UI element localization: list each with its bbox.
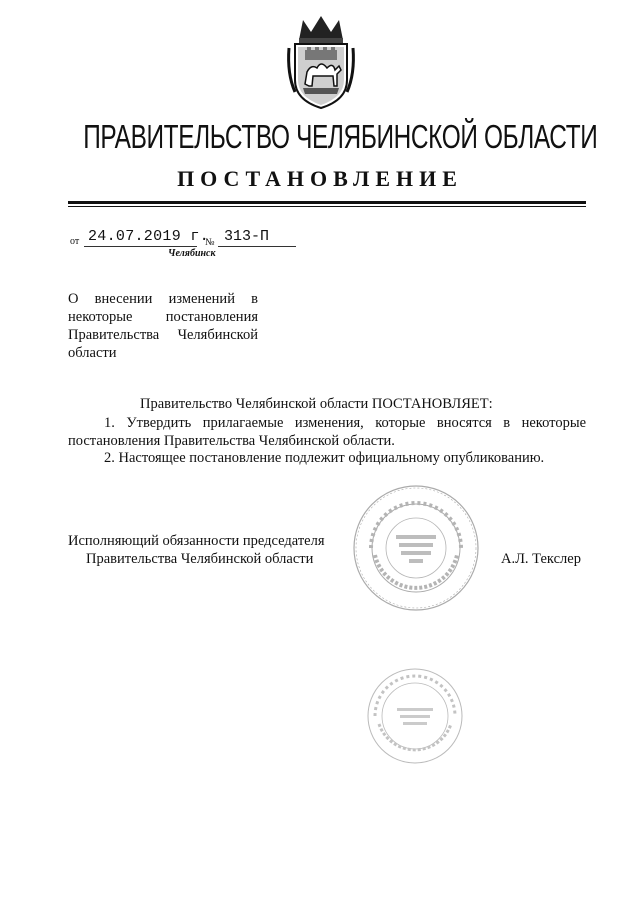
official-seal-icon	[351, 483, 481, 613]
header-rule-thick	[68, 201, 586, 204]
signatory-name: А.Л. Текслер	[501, 551, 581, 567]
document-date: 24.07.2019 г.	[88, 228, 209, 245]
preamble: Правительство Челябинской области ПОСТАНОВЛЯЕТ:	[140, 396, 493, 412]
number-underline	[218, 246, 296, 247]
signatory-position-line1: Исполняющий обязанности председателя	[68, 533, 325, 549]
document-number: 313-П	[224, 228, 270, 245]
signatory-position-line2: Правительства Челябинской области	[86, 551, 314, 567]
document-subject: О внесении изменений в некоторые постановления Правительства Челябинской области	[68, 291, 258, 361]
document-type: ПОСТАНОВЛЕНИЕ	[177, 166, 463, 191]
government-title: ПРАВИТЕЛЬСТВО ЧЕЛЯБИНСКОЙ ОБЛАСТИ	[83, 118, 598, 155]
number-prefix: №	[205, 237, 215, 248]
date-underline	[84, 246, 197, 247]
date-prefix: от	[70, 236, 80, 247]
clause-1: 1. Утвердить прилагаемые изменения, которые вносятся в некоторые постановления Правительства Челябинской области.	[68, 415, 586, 449]
coat-of-arms-icon	[285, 14, 357, 114]
city-label: Челябинск	[168, 248, 216, 259]
header-rule-thin	[68, 206, 586, 207]
clause-2: 2. Настоящее постановление подлежит официальному опубликованию.	[104, 450, 545, 466]
faded-seal-icon	[365, 666, 465, 766]
